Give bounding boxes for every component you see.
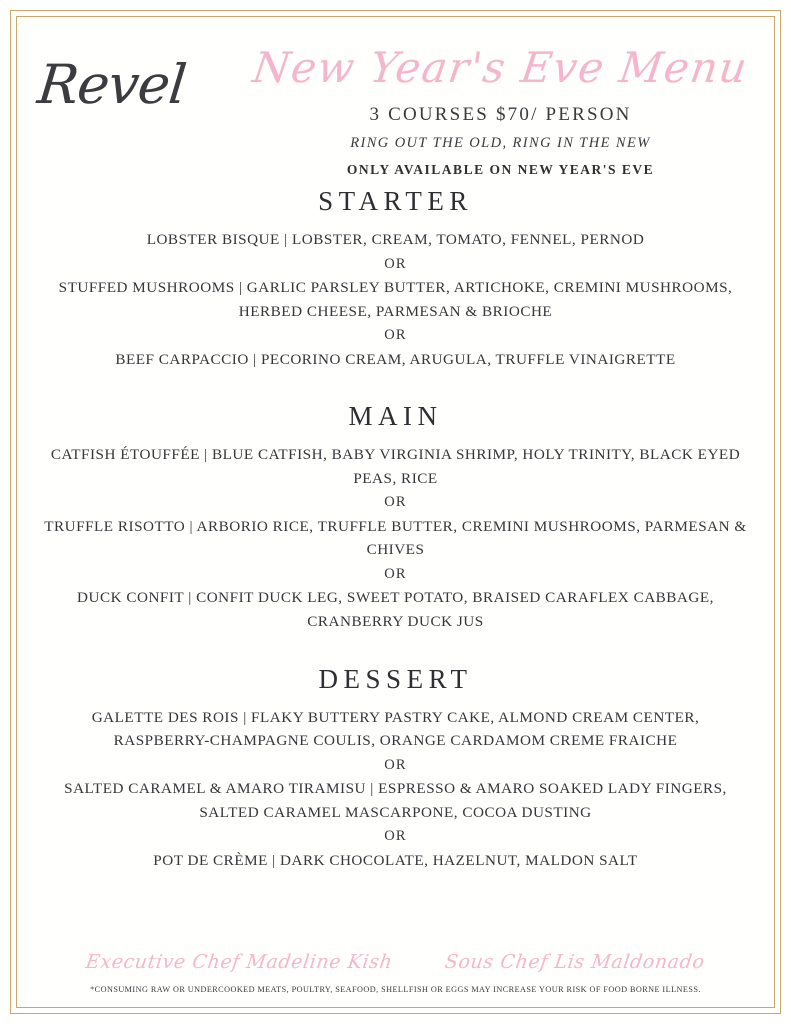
menu-section-starter	[44, 186, 747, 371]
menu-section-main	[44, 401, 747, 633]
menu-item: TRUFFLE RISOTTO | ARBORIO RICE, TRUFFLE BUTTER, CREMINI MUSHROOMS, PARMESAN & CHIVES	[44, 517, 747, 559]
menu-item: POT DE CRÈME | DARK CHOCOLATE, HAZELNUT, MALDON SALT	[153, 851, 638, 869]
menu-item: LOBSTER BISQUE | LOBSTER, CREAM, TOMATO, FENNEL, PERNOD	[146, 231, 645, 248]
header-text-block	[236, 36, 765, 178]
tagline: RING OUT THE OLD, RING IN THE NEW	[350, 135, 651, 152]
menu-item: GALETTE DES ROIS | FLAKY BUTTERY PASTRY CAKE, ALMOND CREAM CENTER, RASPBERRY-CHAMPAGNE COULIS, ORANGE CARDAMOM CREME FRAICHE	[91, 708, 700, 750]
menu-header	[26, 26, 765, 186]
sous-chef-credit: Sous Chef Lis Maldonado	[443, 951, 707, 973]
chef-credits	[26, 951, 765, 973]
menu-item: SALTED CARAMEL & AMARO TIRAMISU | ESPRESSO & AMARO SOAKED LADY FINGERS, SALTED CARAMEL MASCARPONE, COCOA DUSTING	[64, 780, 727, 821]
menu-item: DUCK CONFIT | CONFIT DUCK LEG, SWEET POTATO, BRAISED CARAFLEX CABBAGE, CRANBERRY DUCK JUS	[77, 589, 714, 630]
or-separator: OR	[384, 327, 407, 344]
courses-price: 3 COURSES $70/ PERSON	[369, 104, 632, 126]
or-separator: OR	[384, 494, 407, 511]
menu-item: CATFISH ÉTOUFFÉE | BLUE CATFISH, BABY VIRGINIA SHRIMP, HOLY TRINITY, BLACK EYED PEAS, RICE	[50, 446, 741, 487]
page-title: New Year's Eve Menu	[249, 43, 752, 92]
menu-footer	[26, 951, 765, 994]
or-separator: OR	[384, 255, 407, 272]
availability-note: ONLY AVAILABLE ON NEW YEAR'S EVE	[346, 162, 655, 178]
menu-content	[26, 26, 765, 998]
section-title: DESSERT	[318, 663, 473, 694]
section-title: STARTER	[318, 186, 473, 216]
menu-item: BEEF CARPACCIO | PECORINO CREAM, ARUGULA, TRUFFLE VINAIGRETTE	[115, 350, 676, 368]
menu-sections	[26, 186, 765, 872]
or-separator: OR	[384, 756, 407, 773]
menu-item: STUFFED MUSHROOMS | GARLIC PARSLEY BUTTER, ARTICHOKE, CREMINI MUSHROOMS, HERBED CHEESE, PARMESAN & BRIOCHE	[58, 279, 733, 320]
or-separator: OR	[384, 565, 407, 582]
executive-chef-credit: Executive Chef Madeline Kish	[84, 951, 395, 973]
menu-section-dessert	[44, 664, 747, 873]
section-title: MAIN	[348, 401, 443, 432]
health-disclaimer: *CONSUMING RAW OR UNDERCOOKED MEATS, POULTRY, SEAFOOD, SHELLFISH OR EGGS MAY INCREASE YOUR RISK OF FOOD BORNE ILLNESS.	[90, 985, 701, 994]
logo	[26, 36, 236, 116]
logo-text: Revel	[34, 53, 189, 116]
or-separator: OR	[384, 828, 407, 845]
